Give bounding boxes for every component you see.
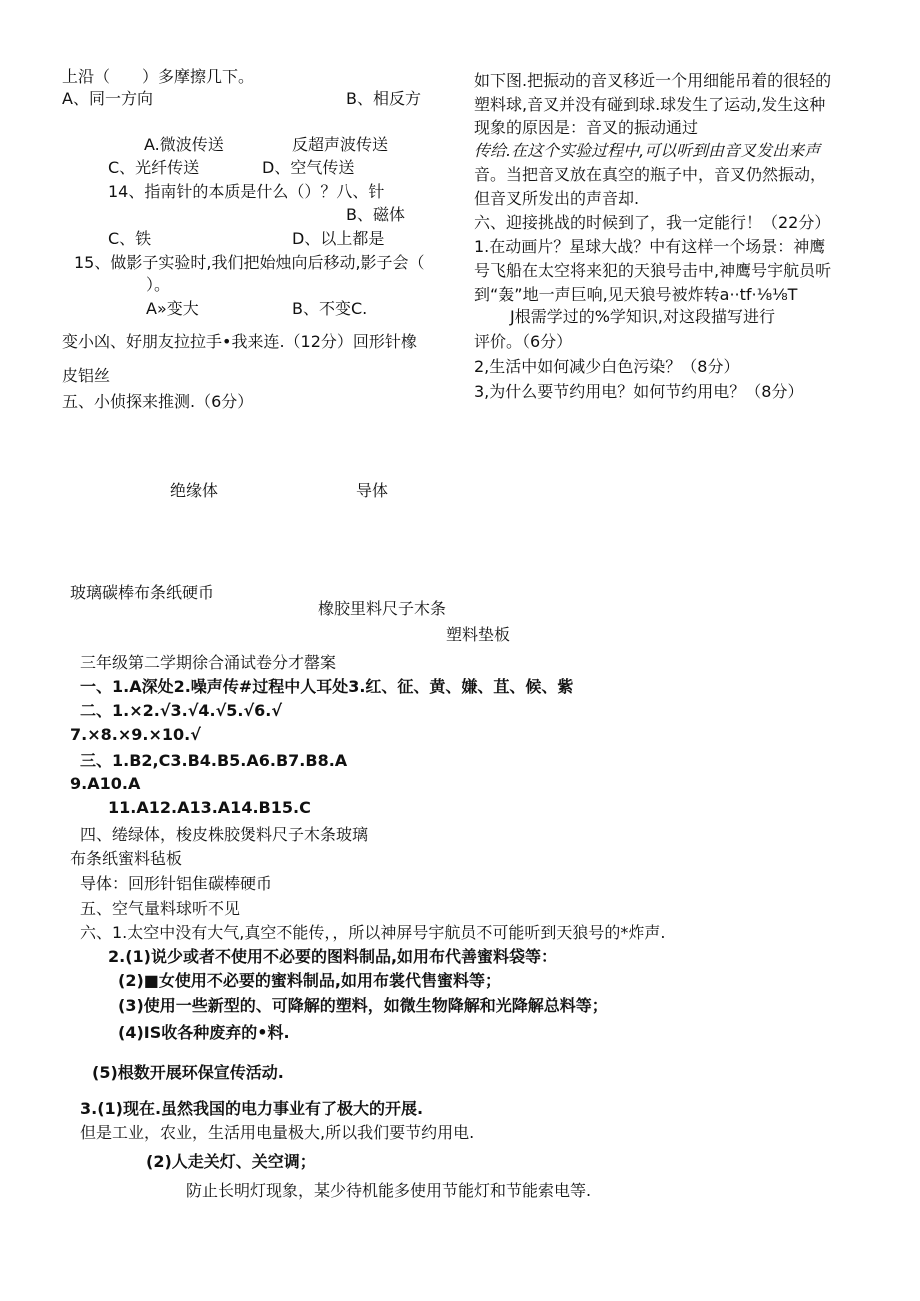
paragraph-line: 塑料球,音叉并没有碰到球.球发生了运动,发生这种 <box>474 95 826 114</box>
answer-line: 7.×8.×9.×10.√ <box>70 725 201 744</box>
option-b: B、不变C. <box>292 299 368 318</box>
answer-line: 导体：回形针铝隹碳棒硬币 <box>80 874 273 893</box>
answer-line: 9.A10.A <box>70 774 141 793</box>
option-b: 反超声波传送 <box>292 135 389 154</box>
paragraph-line: 传给.在这个实验过程中,可以听到由音叉发出来声 <box>474 141 821 160</box>
option-d: D、以上都是 <box>292 229 385 248</box>
option-b: B、磁体 <box>346 205 405 224</box>
material-row: 塑料垫板 <box>446 625 511 644</box>
answer-line: 三、1.B2,C3.B4.B5.A6.B7.B8.A <box>80 751 348 770</box>
answer-line: (2)■女使用不必要的蜜料制品,如用布裳代售蜜料等； <box>118 971 501 990</box>
answer-line: 防止长明灯现象，某少待机能多使用节能灯和节能索电等. <box>186 1181 592 1200</box>
conductor-label: 导体 <box>356 481 389 500</box>
option-c: C、光纤传送 <box>108 158 200 177</box>
matching-items: 皮铝丝 <box>62 366 111 385</box>
option-a: A.微波传送 <box>144 135 224 154</box>
paragraph-line: 如下图.把振动的音叉移近一个用细能吊着的很轻的 <box>474 71 832 90</box>
question-line: 上沿（ ）多摩擦几下。 <box>62 67 255 86</box>
answer-line: 3.(1)现在.虽然我国的电力事业有了极大的开展. <box>80 1099 424 1118</box>
answer-title: 三年级第二学期徐合涌试卷分才罄案 <box>80 653 337 672</box>
question-line: 评价。（6分） <box>474 332 573 351</box>
material-row: 橡胶里料尺子木条 <box>318 599 447 618</box>
option-a: A»变大 <box>146 299 199 318</box>
answer-line: 布条纸蜜料毡板 <box>70 849 183 868</box>
section-six-heading: 六、迎接挑战的时候到了，我一定能行！（22分） <box>474 213 831 232</box>
option-a: A、同一方向 <box>62 89 153 108</box>
answer-line: 但是工业，农业，生活用电量极大,所以我们要节约用电. <box>80 1123 475 1142</box>
question-15-cont: ）。 <box>146 275 171 294</box>
question-14: 14、指南针的本质是什么（）？八、针 <box>108 182 385 201</box>
question-2: 2,生活中如何减少白色污染？（8分） <box>474 357 740 376</box>
material-row: 玻璃碳棒布条纸硬币 <box>70 583 215 602</box>
insulator-label: 绝缘体 <box>170 481 219 500</box>
answer-line: (5)根数开展环保宣传活动. <box>92 1063 284 1082</box>
paragraph-line: 现象的原因是：音叉的振动通过 <box>474 118 699 137</box>
paragraph-line: 但音叉所发出的声音却. <box>474 189 640 208</box>
option-c: C、铁 <box>108 229 152 248</box>
section-matching-heading: 变小凶、好朋友拉拉手•我来连.（12分）回形针橡 <box>62 332 417 351</box>
option-d: D、空气传送 <box>262 158 355 177</box>
answer-line: (3)使用一些新型的、可降解的塑料，如微生物降解和光降解总料等； <box>118 996 608 1015</box>
question-3: 3,为什么要节约用电？如何节约用电？（8分） <box>474 382 804 401</box>
answer-line: 五、空气量料球听不见 <box>80 899 241 918</box>
option-b: B、相反方 <box>346 89 421 108</box>
paragraph-line: 音。当把音叉放在真空的瓶子中，音叉仍然振动， <box>474 165 827 184</box>
answer-line: 二、1.×2.√3.√4.√5.√6.√ <box>80 701 283 720</box>
question-line: 1.在动画片？星球大战？中有这样一个场景：神鹰 <box>474 237 826 256</box>
answer-line: (2)人走关灯、关空调； <box>146 1152 316 1171</box>
question-line: 号飞船在太空将来犯的天狼号击中,神鹰号宇航员听 <box>474 261 832 280</box>
answer-line: 一、1.A深处2.噪声传#过程中人耳处3.红、征、黄、嫌、苴、候、紫 <box>80 677 574 696</box>
answer-line: 四、绻绿体，梭皮株胶煲料尺子木条玻璃 <box>80 825 369 844</box>
question-15: 15、做影子实验时,我们把始烛向后移动,影子会（ <box>74 253 425 272</box>
question-line: J根需学过的%学知识,对这段描写进行 <box>510 307 776 326</box>
section-five-heading: 五、小侦探来推测.（6分） <box>62 392 254 411</box>
answer-line: 六、1.太空中没有大气,真空不能传，，所以神屏号宇航员不可能听到天狼号的*炸声. <box>80 923 666 942</box>
question-line: 到“轰”地一声巨响,见天狼号被炸转a··tf·⅛⅛T <box>474 285 798 304</box>
answer-line: (4)IS收各种废弃的•料. <box>118 1023 290 1042</box>
answer-line: 11.A12.A13.A14.B15.C <box>108 798 311 817</box>
answer-line: 2.(1)说少或者不使用不必要的图料制品,如用布代善蜜料袋等： <box>108 947 558 966</box>
